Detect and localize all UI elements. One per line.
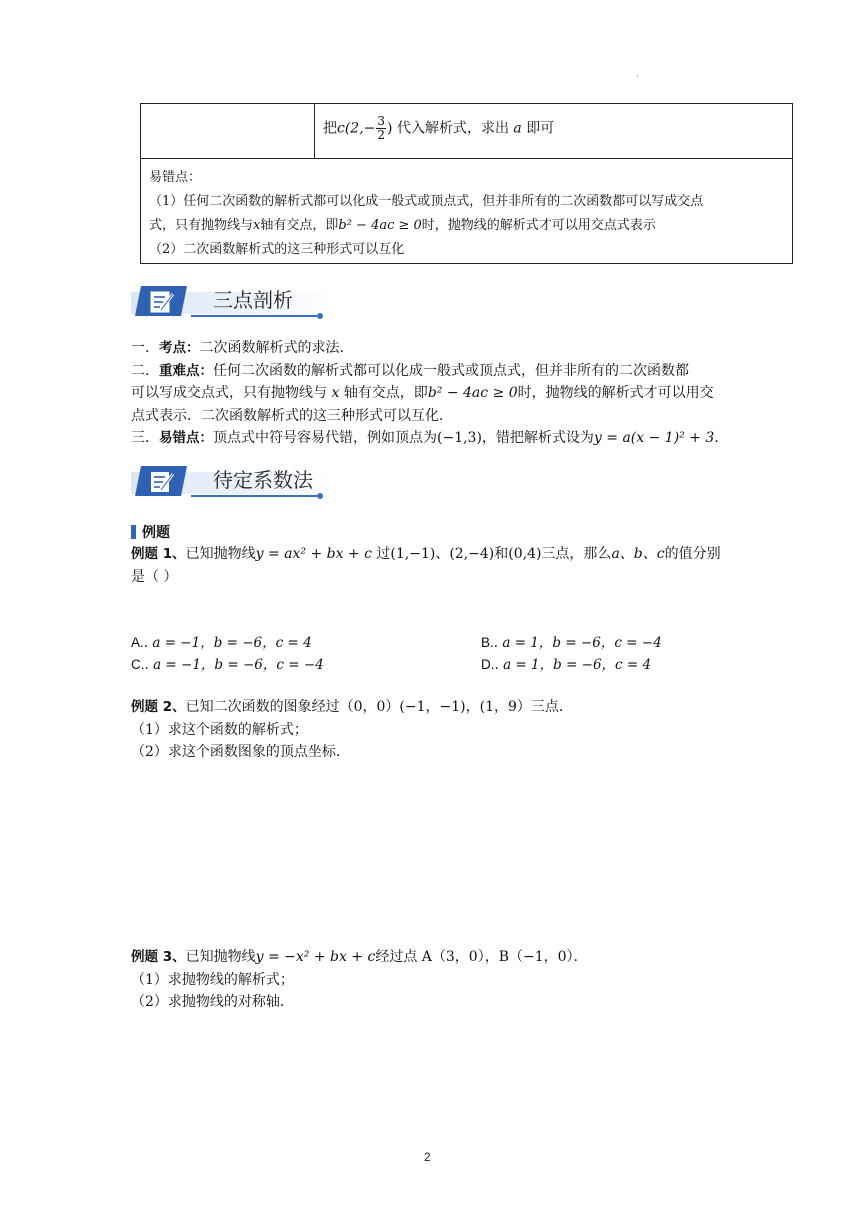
example-2-line-1 xyxy=(131,696,573,719)
analysis-item-3 xyxy=(131,427,728,450)
example-3 xyxy=(131,946,588,1014)
example-formula: y = ax² + bx + c xyxy=(255,546,372,562)
item-text: 任何二次函数的解析式都可以化成一般式或顶点式，但并非所有的二次函数都 xyxy=(213,362,689,379)
item-text: 轴有交点，即 xyxy=(343,385,428,401)
analysis-block xyxy=(131,337,728,450)
section-header-analysis xyxy=(131,282,331,322)
example-vars: a、b、c xyxy=(611,546,665,562)
section-underline xyxy=(191,315,317,317)
error-line-1: （1）任何二次函数的解析式都可以化成一般式或顶点式，但并非所有的二次函数都可以写成交点 xyxy=(149,194,704,209)
option-letter: C. xyxy=(131,657,145,672)
item-text: 二次函数解析式的求法． xyxy=(199,340,354,356)
example-label: 例题 2、 xyxy=(131,699,186,715)
fraction-denominator: 2 xyxy=(377,128,386,142)
option-c[interactable] xyxy=(131,654,324,676)
section-title: 三点剖析 xyxy=(213,288,293,312)
example-label: 例题 3、 xyxy=(131,949,186,965)
section-underline-dot xyxy=(317,493,323,499)
cell-end: 即可 xyxy=(526,120,555,137)
example-2 xyxy=(131,696,573,764)
header-mark: · xyxy=(636,72,639,82)
option-text: . a = 1，b = −6，c = −4 xyxy=(493,635,662,651)
example-3-line-1 xyxy=(131,946,588,969)
example-1-line-1 xyxy=(131,543,721,566)
example-formula: y = −x² + bx + c xyxy=(255,949,376,965)
analysis-item-2 xyxy=(131,360,728,383)
item-text: ，错把解析式设为 xyxy=(481,430,594,446)
example-3-question-1: （1）求抛物线的解析式； xyxy=(131,971,294,988)
option-a[interactable] xyxy=(131,632,312,654)
error-line-2-b: 轴有交点，即 xyxy=(260,218,339,233)
examples-label: 例题 xyxy=(142,525,170,541)
section-underline xyxy=(191,495,317,497)
item-text: 可以写成交点式，只有抛物线与 xyxy=(131,385,327,401)
example-1-line-2: 是（ ） xyxy=(131,568,178,585)
examples-marker xyxy=(131,525,136,539)
example-text: 已知二次函数的图象经过（0，0）(−1，−1)，(1，9）三点． xyxy=(185,699,573,715)
error-line-2-c: 时，抛物线的解析式才可以用交点式表示 xyxy=(421,218,656,233)
section-title: 待定系数法 xyxy=(213,468,313,492)
error-line-2-a: 式，只有抛物线与 xyxy=(149,218,254,233)
item-point: (−1,3) xyxy=(437,430,482,446)
example-text: 已知抛物线 xyxy=(185,546,256,562)
item-formula: b² − 4ac ≥ 0 xyxy=(427,385,518,401)
error-line-3: （2）二次函数解析式的这三种形式可以互化 xyxy=(149,242,405,257)
item-end: ． xyxy=(714,430,729,446)
fraction-numerator: 3 xyxy=(377,114,386,128)
error-line-2-formula: b² − 4ac ≥ 0 xyxy=(338,218,422,233)
example-text: 已知抛物线 xyxy=(185,949,256,965)
item-prefix: 三． xyxy=(131,430,159,446)
fraction xyxy=(376,115,386,142)
error-line-2 xyxy=(149,214,789,238)
analysis-item-2-line-2 xyxy=(131,382,728,405)
cell-prefix: 把 xyxy=(323,120,337,137)
notepad-pen-icon xyxy=(131,282,193,320)
cell-var: a xyxy=(513,120,522,137)
option-d[interactable] xyxy=(481,654,651,676)
section-underline-dot xyxy=(317,313,323,319)
item-label: 易错点： xyxy=(159,430,213,446)
summary-table xyxy=(140,103,793,264)
option-b[interactable] xyxy=(481,632,662,654)
item-text: 顶点式中符号容易代错，例如顶点为 xyxy=(213,430,437,446)
example-text: 三点，那么 xyxy=(541,546,612,562)
analysis-item-1 xyxy=(131,337,728,360)
example-text: 过 xyxy=(376,546,391,562)
error-points-cell xyxy=(149,166,789,262)
example-2-question-2: （2）求这个函数图象的顶点坐标． xyxy=(131,744,350,760)
example-3-question-2: （2）求抛物线的对称轴． xyxy=(131,994,294,1010)
column-divider xyxy=(314,104,315,158)
example-1 xyxy=(131,543,721,588)
table-row xyxy=(141,104,792,159)
example-label: 例题 1、 xyxy=(131,546,186,562)
item-formula: y = a(x − 1)² + 3 xyxy=(593,430,715,446)
cell-point-b: ) xyxy=(387,120,393,137)
option-letter: B. xyxy=(481,635,494,650)
item-prefix: 二． xyxy=(131,362,159,379)
option-text: . a = −1，b = −6，c = −4 xyxy=(144,657,324,673)
item-label: 重难点： xyxy=(159,362,213,379)
notepad-pen-icon xyxy=(131,462,193,500)
example-text: 经过点 A（3，0），B（−1，0）． xyxy=(375,949,588,965)
item-var: x xyxy=(331,385,340,401)
cell-point-a: c(2,− xyxy=(337,120,376,137)
section-header-method xyxy=(131,462,331,502)
option-text: . a = −1，b = −6，c = 4 xyxy=(143,635,312,651)
option-text: . a = 1，b = −6，c = 4 xyxy=(494,657,652,673)
item-prefix: 一． xyxy=(131,340,159,356)
page-number: 2 xyxy=(424,1150,431,1164)
item-text: 时，抛物线的解析式才可以用交 xyxy=(517,385,714,401)
example-text: 的值分别 xyxy=(664,546,721,562)
option-letter: D. xyxy=(481,657,495,672)
cell-suffix: 代入解析式，求出 xyxy=(396,120,509,137)
example-points: (1,−1)、(2,−4)和(0,4) xyxy=(390,546,542,562)
item-label: 考点： xyxy=(159,340,200,356)
option-letter: A. xyxy=(131,635,144,650)
error-title: 易错点： xyxy=(149,170,202,185)
analysis-item-2-line-3: 点式表示．二次函数解析式的这三种形式可以互化． xyxy=(131,407,453,424)
example-2-question-1: （1）求这个函数的解析式； xyxy=(131,721,308,738)
table-cell-method xyxy=(323,115,554,142)
error-line-2-x: x xyxy=(253,218,261,233)
